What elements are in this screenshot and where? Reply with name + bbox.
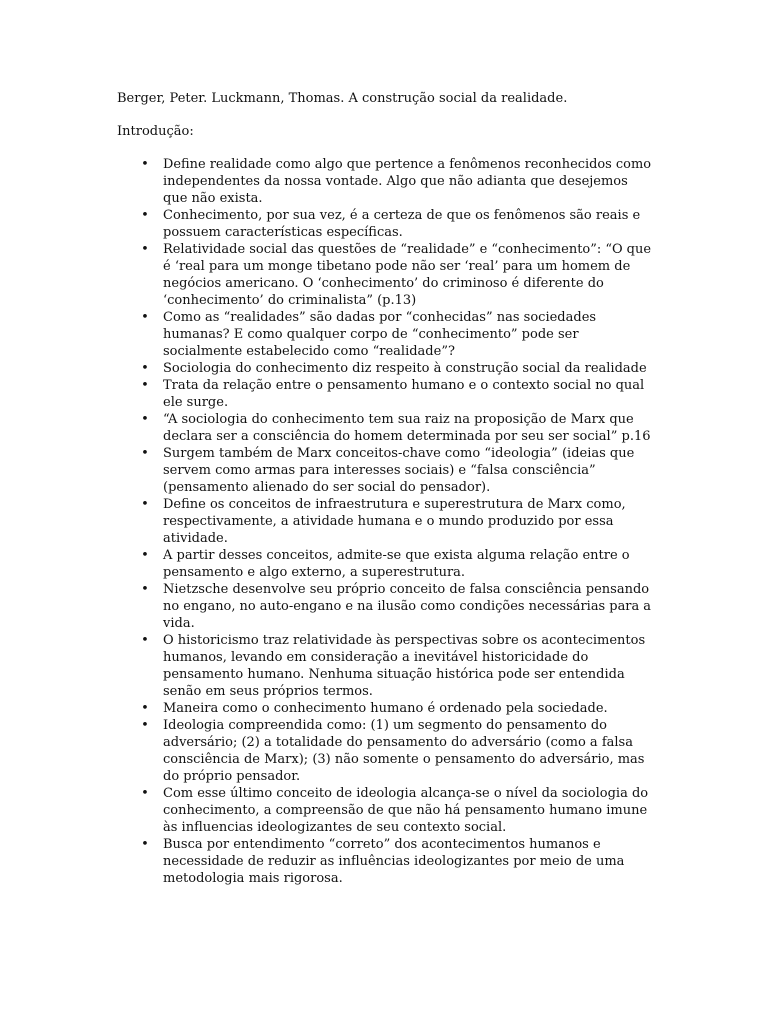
bullet-item-line: possuem características específicas. bbox=[163, 225, 403, 240]
bullet-item-line: adversário; (2) a totalidade do pensamento do adversário (como a falsa bbox=[163, 735, 633, 750]
bullet-item-line: Como as “realidades” são dadas por “conhecidas” nas sociedades bbox=[163, 310, 597, 325]
bullet-item-line: Surgem também de Marx conceitos-chave como “ideologia” (ideias que bbox=[163, 446, 635, 461]
bullet-item-line: “A sociologia do conhecimento tem sua raiz na proposição de Marx que bbox=[163, 412, 634, 427]
bullet-marker: • bbox=[141, 582, 149, 597]
bullet-item-line: (pensamento alienado do ser social do pensador). bbox=[163, 480, 491, 495]
bullet-marker: • bbox=[141, 837, 149, 852]
bullet-marker: • bbox=[141, 361, 149, 376]
bullet-item-line: que não exista. bbox=[163, 191, 263, 206]
bullet-item-line: O historicismo traz relatividade às perspectivas sobre os acontecimentos bbox=[163, 633, 646, 648]
bullet-item-line: Busca por entendimento “correto” dos acontecimentos humanos e bbox=[163, 837, 601, 852]
bullet-marker: • bbox=[141, 310, 149, 325]
bullet-item-line: Maneira como o conhecimento humano é ordenado pela sociedade. bbox=[163, 701, 608, 716]
bullet-item-line: Relatividade social das questões de “realidade” e “conhecimento”: “O que bbox=[163, 242, 651, 257]
bullet-marker: • bbox=[141, 446, 149, 461]
bullet-item-line: pensamento e algo externo, a superestrutura. bbox=[163, 565, 466, 580]
bullet-marker: • bbox=[141, 718, 149, 733]
bullet-item-line: humanos, levando em consideração a inevitável historicidade do bbox=[163, 650, 589, 665]
bullet-marker: • bbox=[141, 701, 149, 716]
bullet-marker: • bbox=[141, 548, 149, 563]
bullet-item-line: é ‘real para um monge tibetano pode não ser ‘real’ para um homem de bbox=[163, 259, 631, 274]
bullet-item-line: senão em seus próprios termos. bbox=[163, 684, 373, 699]
bullet-item-line: Trata da relação entre o pensamento humano e o contexto social no qual bbox=[163, 378, 645, 393]
bullet-item-line: metodologia mais rigorosa. bbox=[163, 871, 343, 886]
bullet-marker: • bbox=[141, 497, 149, 512]
bullet-item-line: Conhecimento, por sua vez, é a certeza de que os fenômenos são reais e bbox=[163, 208, 641, 223]
bullet-marker: • bbox=[141, 412, 149, 427]
section-title: Introdução: bbox=[117, 124, 194, 139]
bullet-marker: • bbox=[141, 157, 149, 172]
bullet-item-line: negócios americano. O ‘conhecimento’ do criminoso é diferente do bbox=[163, 276, 604, 291]
bullet-item-line: independentes da nossa vontade. Algo que não adianta que desejemos bbox=[163, 174, 628, 189]
citation: Berger, Peter. Luckmann, Thomas. A construção social da realidade. bbox=[117, 91, 568, 106]
bullet-marker: • bbox=[141, 633, 149, 648]
bullet-marker: • bbox=[141, 208, 149, 223]
bullet-item-line: conhecimento, a compreensão de que não há pensamento humano imune bbox=[163, 803, 648, 818]
bullet-marker: • bbox=[141, 786, 149, 801]
bullet-item-line: no engano, no auto-engano e na ilusão como condições necessárias para a bbox=[163, 599, 651, 614]
bullet-item-line: ele surge. bbox=[163, 395, 229, 410]
bullet-item-line: do próprio pensador. bbox=[163, 769, 301, 784]
bullet-item-line: Com esse último conceito de ideologia alcança-se o nível da sociologia do bbox=[163, 786, 649, 801]
bullet-item-line: às influencias ideologizantes de seu contexto social. bbox=[163, 820, 507, 835]
bullet-item-line: declara ser a consciência do homem determinada por seu ser social” p.16 bbox=[163, 429, 651, 444]
bullet-item-line: servem como armas para interesses sociais) e “falsa consciência” bbox=[163, 463, 596, 478]
bullet-item-line: Nietzsche desenvolve seu próprio conceito de falsa consciência pensando bbox=[163, 582, 650, 597]
bullet-marker: • bbox=[141, 378, 149, 393]
bullet-item-line: ‘conhecimento’ do criminalista” (p.13) bbox=[163, 293, 417, 308]
bullet-item-line: A partir desses conceitos, admite-se que exista alguma relação entre o bbox=[163, 548, 630, 563]
bullet-item-line: Define realidade como algo que pertence a fenômenos reconhecidos como bbox=[163, 157, 651, 172]
bullet-item-line: socialmente estabelecido como “realidade”? bbox=[163, 344, 455, 359]
bullet-item-line: humanas? E como qualquer corpo de “conhecimento” pode ser bbox=[163, 327, 579, 342]
bullet-item-line: Ideologia compreendida como: (1) um segmento do pensamento do bbox=[163, 718, 607, 733]
bullet-item-line: consciência de Marx); (3) não somente o pensamento do adversário, mas bbox=[163, 752, 645, 767]
bullet-item-line: vida. bbox=[163, 616, 195, 631]
bullet-marker: • bbox=[141, 242, 149, 257]
bullet-item-line: necessidade de reduzir as influências ideologizantes por meio de uma bbox=[163, 854, 625, 869]
bullet-item-line: Sociologia do conhecimento diz respeito à construção social da realidade bbox=[163, 361, 647, 376]
bullet-item-line: respectivamente, a atividade humana e o mundo produzido por essa bbox=[163, 514, 614, 529]
bullet-item-line: atividade. bbox=[163, 531, 228, 546]
bullet-item-line: Define os conceitos de infraestrutura e superestrutura de Marx como, bbox=[163, 497, 626, 512]
bullet-item-line: pensamento humano. Nenhuma situação histórica pode ser entendida bbox=[163, 667, 625, 682]
